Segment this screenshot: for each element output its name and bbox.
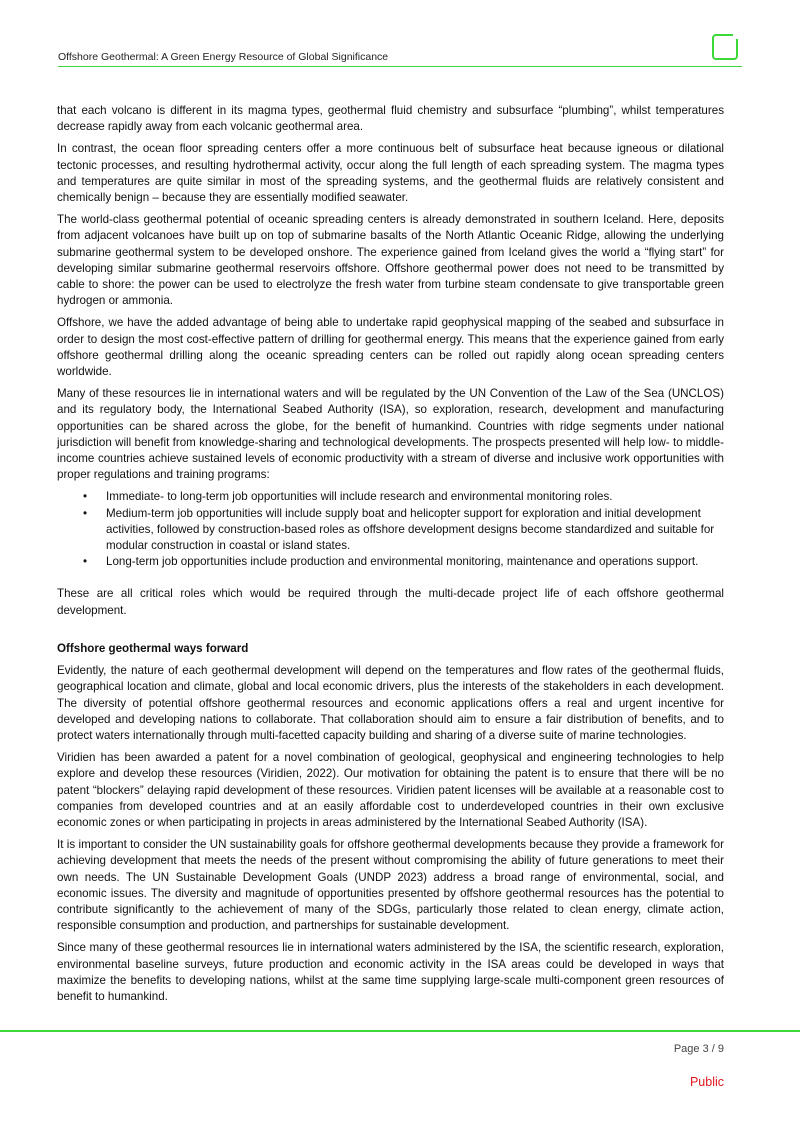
paragraph: Since many of these geothermal resources lie in international waters administered by the ISA, the scientific research, exploration, environmental baseline surveys, future production and economic activity in the ISA areas could be developed in ways that maximize the benefits to developing nations, whilst at the same time supplying large-scale multi-component green resources of benefit to humankind.: [57, 941, 724, 1003]
section-heading: Offshore geothermal ways forward: [57, 641, 249, 655]
paragraph: The world-class geothermal potential of oceanic spreading centers is already demonstrated in southern Iceland. Here, deposits from adjacent volcanoes have built up on top of submarine basalts of the North Atlantic Oceanic Ridge, allowing the underlying submarine geothermal system to be developed onshore. The experience gained from Iceland gives the world a “flying start” for developing similar submarine geothermal reservoirs offshore. Offshore geothermal power does not need to be transmitted by cable to shore: the power can be used to electrolyze the fresh water from turbine steam condensate to give transportable green hydrogen or ammonia.: [57, 213, 724, 308]
header-divider: [58, 66, 742, 67]
list-item-text: Immediate- to long-term job opportunities will include research and environmental monitoring roles.: [106, 490, 613, 504]
bullet-icon: •: [83, 506, 88, 520]
paragraph: that each volcano is different in its magma types, geothermal fluid chemistry and subsurface “plumbing”, whilst temperatures decrease rapidly away from each volcanic geothermal area.: [57, 104, 724, 134]
paragraph: Evidently, the nature of each geothermal development will depend on the temperatures and flow rates of the geothermal fluids, geographical location and climate, global and local economic drivers, plus the interests of the stakeholders in each development. The diversity of potential offshore geothermal resources and economic applications offers a real and urgent incentive for developed and developing nations to collaborate. That collaboration should aim to ensure a fair distribution of benefits, and to protect waters internationally through multi-facetted capacity building and sharing of a diverse suite of marine technologies.: [57, 664, 724, 742]
header-title: Offshore Geothermal: A Green Energy Resource of Global Significance: [58, 51, 389, 63]
paragraph: Offshore, we have the added advantage of being able to undertake rapid geophysical mapping of the seabed and subsurface in order to design the most cost-effective pattern of drilling for geothermal energy. This means that the experience gained from early offshore geothermal drilling along the oceanic spreading centers can be rolled out rapidly along ocean spreading centers worldwide.: [57, 316, 724, 379]
list-item: [83, 489, 724, 505]
list-item: [83, 554, 724, 570]
footer-divider: [0, 1030, 800, 1032]
bullet-list: [57, 489, 724, 570]
list-item-text: Long-term job opportunities include production and environmental monitoring, maintenance and operations support.: [106, 555, 699, 569]
paragraph: These are all critical roles which would be required through the multi-decade project life of each offshore geothermal development.: [57, 587, 724, 617]
paragraph: Many of these resources lie in international waters and will be regulated by the UN Convention of the Law of the Sea (UNCLOS) and its regulatory body, the International Seabed Authority (ISA), so exploration, research, development and manufacturing opportunities can be shared across the globe, for the benefit of humankind. Countries with ridge segments under national jurisdiction will benefit from knowledge-sharing and technological developments. The prospects presented will help low- to middle-income countries achieve sustained levels of economic productivity with a stream of diverse and inclusive work opportunities with proper regulations and training programs:: [57, 387, 724, 482]
bullet-icon: •: [83, 555, 88, 569]
list-item-text: Medium-term job opportunities will include supply boat and helicopter support for exploration and initial development activities, followed by construction-based roles as offshore development designs become standardized and suitable for modular construction in coastal or island states.: [106, 506, 715, 553]
classification-label: Public: [689, 1075, 724, 1089]
paragraph: In contrast, the ocean floor spreading centers offer a more continuous belt of subsurface heat because igneous or dilational tectonic processes, and resulting hydrothermal activity, occur along the full length of each spreading system. The magma types and temperatures are quite similar in most of the spreading systems, and the geothermal fluids are relatively consistent and chemically benign – because they are essentially modified seawater.: [57, 142, 724, 205]
paragraph: It is important to consider the UN sustainability goals for offshore geothermal developments because they provide a framework for achieving development that meets the needs of the present without compromising the ability of future generations to meet their own needs. The UN Sustainable Development Goals (UNDP 2023) address a broad range of environmental, social, and economic issues. The diversity and magnitude of opportunities presented by offshore geothermal resources has the potential to contribute significantly to the achievement of many of the SDGs, particularly those related to clean energy, climate action, responsible consumption and production, and partnerships for sustainable development.: [57, 838, 724, 933]
list-item: [83, 506, 724, 555]
logo-notch: [733, 32, 740, 39]
page-body: [57, 103, 724, 1011]
bullet-icon: •: [83, 490, 88, 504]
paragraph: Viridien has been awarded a patent for a novel combination of geological, geophysical and engineering technologies to help explore and develop these resources (Viridien, 2022). Our motivation for obtaining the patent is to ensure that there will be no patent “blockers” delaying rapid development of these resources. Viridien patent licenses will be available at a reasonable cost to companies from developed countries and at an easily affordable cost to underdeveloped countries in their own exclusive economic zones or when participating in projects in areas administered by the International Seabed Authority (ISA).: [57, 751, 724, 829]
page-number: Page 3 / 9: [673, 1043, 724, 1055]
